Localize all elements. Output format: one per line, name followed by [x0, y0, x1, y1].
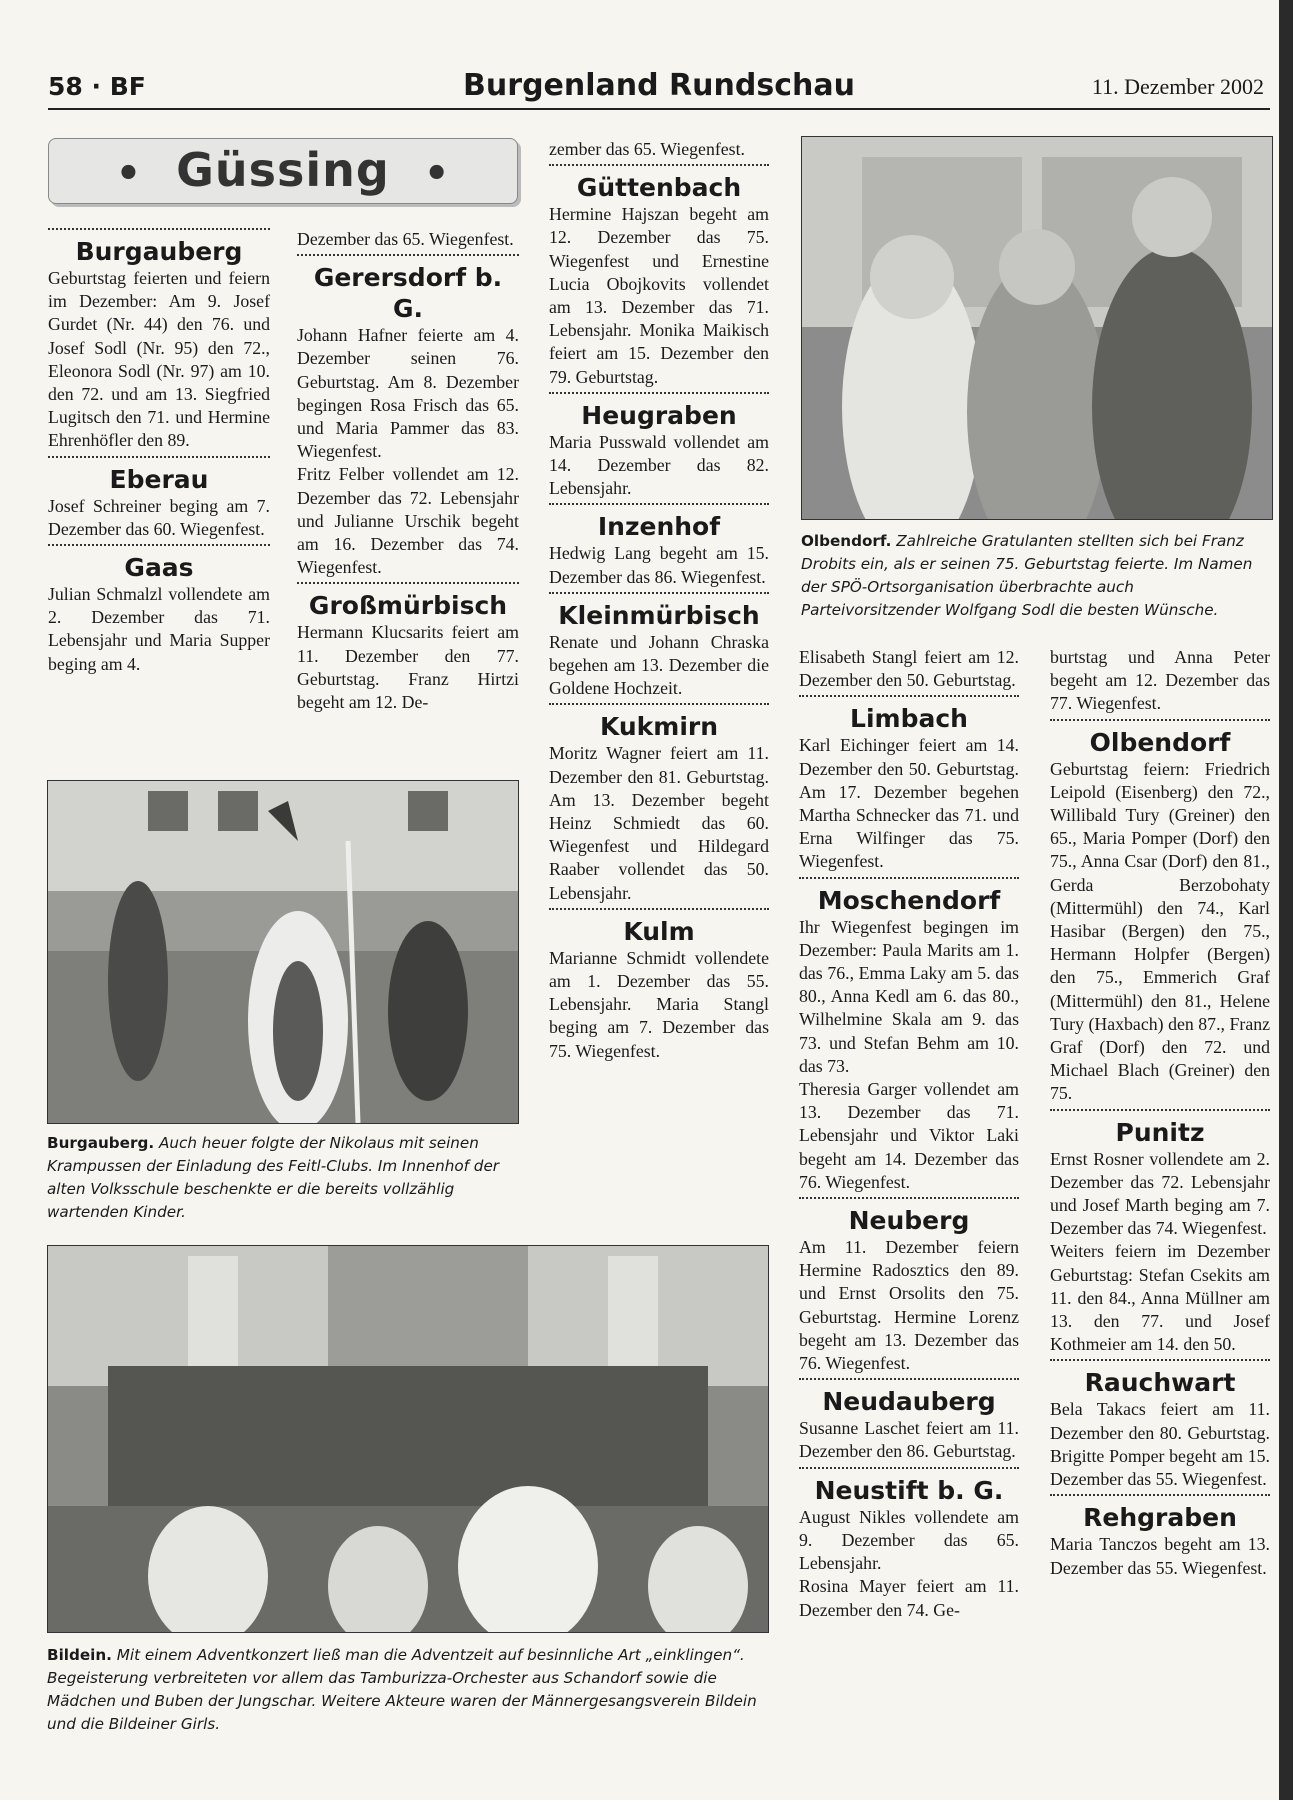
photo-olbendorf-image: [802, 137, 1272, 519]
article-text: Geburtstag feiern: Friedrich Leipold (Eisenberg) den 72., Willibald Tury (Greiner) den 65., Maria Pomper (Dorf) den 75., Anna Csar (Dorf) den 81., Gerda Berzobohaty (Mittermühl) den 74., Karl Hasibar (Bergen) den 75., Hermann Holpfer (Bergen) den 75., Emmerich Graf (Mittermühl) den 81., Helene Tury (Haxbach) den 87., Franz Graf (Dorf) den 72. und Michael Blach (Greiner) den 75.: [1050, 758, 1270, 1104]
photo-burgauberg-image: [48, 781, 518, 1123]
column-1: [48, 228, 270, 676]
article-kulm: [549, 908, 769, 1063]
continued-text: burtstag und Anna Peter begeht am 12. Dezember das 77. Wiegenfest.: [1050, 647, 1270, 714]
article-text: Marianne Schmidt vollendete am 1. Dezember das 55. Lebensjahr. Maria Stangl beging am 7. Dezember das 75. Wiegenfest.: [549, 947, 769, 1061]
article-text: Bela Takacs feiert am 11. Dezember den 80. Geburtstag. Brigitte Pomper begeht am 15. Dezember das 55. Wiegenfest.: [1050, 1399, 1270, 1490]
caption-bildein: [47, 1644, 767, 1736]
article-limbach: [799, 695, 1019, 873]
article-text-2: Weiters feiern im Dezember Geburtstag: Stefan Csekits am 11. den 84., Anna Müllner am 13. den 77. und Josef Kothmeier am 14. den 50.: [1050, 1241, 1270, 1355]
article-text: Renate und Johann Chraska begehen am 13. Dezember die Goldene Hochzeit.: [549, 631, 769, 699]
article-heading: Heugraben: [549, 392, 769, 431]
caption-place: Burgauberg.: [47, 1134, 155, 1152]
photo-bildein-image: [48, 1246, 768, 1632]
photo-burgauberg: [47, 780, 519, 1124]
column-5: [1050, 646, 1270, 1580]
article-text: Susanne Laschet feiert am 11. Dezember den 86. Geburtstag.: [799, 1418, 1019, 1462]
article-heading: Gaas: [48, 544, 270, 583]
article-heading: Olbendorf: [1050, 719, 1270, 758]
article-eberau: [48, 456, 270, 541]
caption-text: Mit einem Adventkonzert ließ man die Adventzeit auf besinnliche Art „einklingen“. Begeisterung verbreiteten vor allem das Tamburizza-Orchester aus Schandorf sowie die Mädchen und Buben der Jungschar. Weitere Akteure waren der Männergesangsverein Bildein und die Bildeiner Girls.: [47, 1646, 757, 1733]
article-heugraben: [549, 392, 769, 501]
article-heading: Eberau: [48, 456, 270, 495]
bullet-right: •: [423, 150, 451, 197]
article-text: Karl Eichinger feiert am 14. Dezember den 50. Geburtstag. Am 17. Dezember begehen Martha Schnecker das 71. und Erna Wilfinger das 75. Wiegenfest.: [799, 735, 1019, 872]
article-punitz: [1050, 1109, 1270, 1357]
caption-text: Auch heuer folgte der Nikolaus mit seinen Krampussen der Einladung des Feitl-Clubs. Im Innenhof der alten Volksschule beschenkte er die bereits vollzählig wartenden Kinder.: [47, 1134, 500, 1221]
article-heading: Inzenhof: [549, 503, 769, 542]
caption-burgauberg: [47, 1132, 517, 1224]
column-2: [297, 228, 519, 714]
photo-bildein: [47, 1245, 769, 1633]
column-4: [799, 646, 1019, 1622]
article-heading: Neustift b. G.: [799, 1467, 1019, 1506]
article-text: Hermine Hajszan begeht am 12. Dezember das 75. Wiegenfest und Ernestine Lucia Obojkovits vollendet am 13. Dezember das 71. Lebensjahr. Monika Maikisch feiert am 15. Dezember den 79. Geburtstag.: [549, 204, 769, 387]
article-text: Johann Hafner feierte am 4. Dezember seinen 76. Geburtstag. Am 8. Dezember begingen Rosa Frisch das 65. und Maria Pammer das 83. Wiegenfest.: [297, 325, 519, 462]
article-text-2: Fritz Felber vollendet am 12. Dezember das 72. Lebensjahr und Julianne Urschik begeht am 16. Dezember das 74. Wiegenfest.: [297, 464, 519, 578]
article-text: Am 11. Dezember feiern Hermine Radosztics den 89. und Ernst Orsolits den 75. Geburtstag. Hermine Lorenz begeht am 13. Dezember das 76. Wiegenfest.: [799, 1237, 1019, 1374]
article-heading: Neuberg: [799, 1197, 1019, 1236]
issue-date: 11. Dezember 2002: [1091, 74, 1264, 99]
article-heading: Moschendorf: [799, 877, 1019, 916]
article-text: Josef Schreiner beging am 7. Dezember das 60. Wiegenfest.: [48, 495, 270, 539]
article-text: Ihr Wiegenfest begingen im Dezember: Paula Marits am 1. das 76., Emma Laky am 5. das 80., Anna Kedl am 6. das 80., Wilhelmine Skala am 9. das 73. und Stefan Behm am 10. das 73.: [799, 916, 1019, 1076]
article-heading: Limbach: [799, 695, 1019, 734]
article-text: Hedwig Lang begeht am 15. Dezember das 86. Wiegenfest.: [549, 543, 769, 587]
article-heading: Kulm: [549, 908, 769, 947]
article-gerersdorf: [297, 254, 519, 579]
article-text: Geburtstag feierten und feiern im Dezember: Am 9. Josef Gurdet (Nr. 44) den 76. und Josef Sodl (Nr. 95) den 72., Eleonora Sodl (Nr. 97) am 10. den 72. und am 13. Siegfried Lugitsch den 71. und Hermine Ehrenhöfler den 89.: [48, 268, 270, 451]
article-heading: Gerersdorf b. G.: [297, 254, 519, 324]
article-olbendorf: [1050, 719, 1270, 1106]
article-heading: Burgauberg: [48, 228, 270, 267]
article-neudauberg: [799, 1378, 1019, 1463]
continued-text: Dezember das 65. Wiegenfest.: [297, 229, 514, 249]
article-grossmuerbisch: [297, 582, 519, 714]
article-text: Moritz Wagner feiert am 11. Dezember den 81. Geburtstag. Am 13. Dezember begeht Heinz Schmiedt das 60. Wiegenfest und Hildegard Raaber vollendet das 50. Lebensjahr.: [549, 743, 769, 903]
article-text: Ernst Rosner vollendete am 2. Dezember das 72. Lebensjahr und Josef Marth beging am 7. Dezember das 74. Wiegenfest.: [1050, 1148, 1270, 1239]
article-gaas: [48, 544, 270, 676]
article-rauchwart: [1050, 1359, 1270, 1491]
bullet-left: •: [115, 150, 143, 197]
article-heading: Kukmirn: [549, 703, 769, 742]
article-neuberg: [799, 1197, 1019, 1375]
article-burgauberg: [48, 228, 270, 453]
continued-text: Elisabeth Stangl feiert am 12. Dezember den 50. Geburtstag.: [799, 647, 1019, 691]
article-heading: Rauchwart: [1050, 1359, 1270, 1398]
article-kukmirn: [549, 703, 769, 904]
article-heading: Punitz: [1050, 1109, 1270, 1148]
article-text: Hermann Klucsarits feiert am 11. Dezember den 77. Geburtstag. Franz Hirtzi begeht am 12. De-: [297, 622, 519, 713]
photo-olbendorf: [801, 136, 1273, 520]
article-text: August Nikles vollendete am 9. Dezember das 65. Lebensjahr.: [799, 1506, 1019, 1574]
section-title-box: [48, 138, 518, 204]
caption-olbendorf: [801, 530, 1271, 622]
article-text: Julian Schmalzl vollendete am 2. Dezember das 71. Lebensjahr und Maria Supper beging am 4.: [48, 584, 270, 674]
article-text-2: Rosina Mayer feiert am 11. Dezember den 74. Ge-: [799, 1576, 1019, 1620]
article-kleinmuerbisch: [549, 592, 769, 701]
article-rehgraben: [1050, 1494, 1270, 1579]
article-text-2: Theresia Garger vollendet am 13. Dezember das 71. Lebensjahr und Viktor Laki begeht am 14. Dezember das 76. Wiegenfest.: [799, 1079, 1019, 1192]
article-heading: Neudauberg: [799, 1378, 1019, 1417]
newspaper-title: Burgenland Rundschau: [463, 68, 855, 103]
article-moschendorf: [799, 877, 1019, 1194]
caption-place: Olbendorf.: [801, 532, 892, 550]
article-heading: Rehgraben: [1050, 1494, 1270, 1533]
article-text: Maria Pusswald vollendet am 14. Dezember das 82. Lebensjahr.: [549, 431, 769, 499]
page-number: 58 · BF: [48, 72, 146, 101]
column-3: [549, 138, 769, 1063]
section-title: Güssing: [176, 143, 390, 197]
article-heading: Großmürbisch: [297, 582, 519, 621]
article-heading: Kleinmürbisch: [549, 592, 769, 631]
article-inzenhof: [549, 503, 769, 588]
page-edge-shadow: [1279, 0, 1293, 1800]
article-guettenbach: [549, 164, 769, 389]
page-header: [48, 68, 1270, 110]
caption-place: Bildein.: [47, 1646, 112, 1664]
article-text: Maria Tanczos begeht am 13. Dezember das 55. Wiegenfest.: [1050, 1534, 1270, 1578]
article-heading: Güttenbach: [549, 164, 769, 203]
caption-text: Zahlreiche Gratulanten stellten sich bei Franz Drobits ein, als er seinen 75. Geburtstag feierte. Im Namen der SPÖ-Ortsorganisation überbrachte auch Parteivorsitzender Wolfgang Sodl die besten Wünsche.: [801, 532, 1253, 619]
article-neustift: [799, 1467, 1019, 1622]
continued-text: zember das 65. Wiegenfest.: [549, 139, 745, 159]
